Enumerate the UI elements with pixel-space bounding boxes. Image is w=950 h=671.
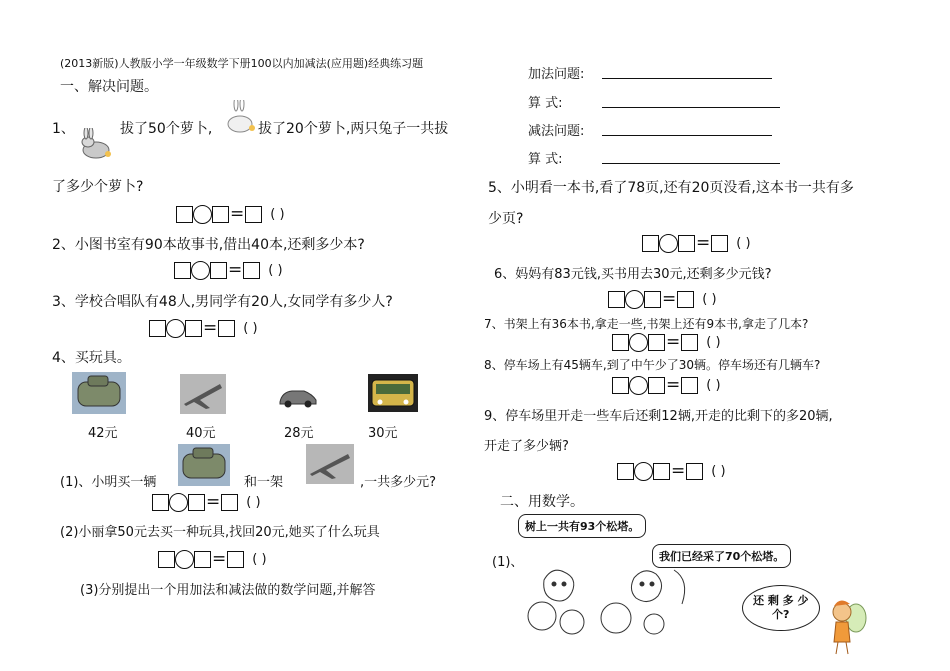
operator-circle[interactable] [629,333,648,352]
answer-box[interactable] [221,494,238,511]
addition-question-label: 加法问题: [528,67,585,82]
car-icon [278,386,318,408]
section-2-heading: 二、用数学。 [500,494,584,510]
addition-question-line[interactable] [602,78,772,79]
fairy-icon [820,596,870,656]
q4-sub1-text-b: 和一架 [244,475,284,490]
subtraction-question-line[interactable] [602,135,772,136]
operator-circle[interactable] [659,234,678,253]
rabbit-icon [78,128,114,160]
answer-box[interactable] [243,262,260,279]
price-bus: 30元 [368,426,398,441]
answer-box[interactable] [681,334,698,351]
answer-box[interactable] [194,551,211,568]
unit-paren[interactable]: ( ) [706,335,721,350]
q1-number: 1、 [52,121,75,137]
answer-box[interactable] [653,463,670,480]
q2-text: 2、小图书室有90本故事书,借出40本,还剩多少本? [52,237,365,253]
unit-paren[interactable]: ( ) [711,464,726,479]
q4-sub1-text-a: (1)、小明买一辆 [60,475,157,490]
price-tank: 42元 [88,426,118,441]
answer-box[interactable] [612,377,629,394]
bus-icon [368,374,418,412]
answer-box[interactable] [185,320,202,337]
q8-equation[interactable]: = ( ) [612,376,721,395]
fighter-jet-icon [306,444,354,484]
operator-circle[interactable] [175,550,194,569]
tank-icon [178,444,230,486]
answer-box[interactable] [227,551,244,568]
operator-circle[interactable] [629,376,648,395]
unit-paren[interactable]: ( ) [252,552,267,567]
q1-text-part3: 了多少个萝卜? [52,179,144,195]
part2-label: (1)、 [492,555,524,570]
answer-box[interactable] [174,262,191,279]
answer-box[interactable] [608,291,625,308]
q9-text-line1: 9、停车场里开走一些车后还剩12辆,开走的比剩下的多20辆, [484,409,833,424]
answer-box[interactable] [158,551,175,568]
operator-circle[interactable] [193,205,212,224]
answer-box[interactable] [176,206,193,223]
q1-text-part1: 拔了50个萝卜, [120,121,213,137]
operator-circle[interactable] [191,261,210,280]
unit-paren[interactable]: ( ) [243,321,258,336]
unit-paren[interactable]: ( ) [702,292,717,307]
speech-bubble-2: 我们已经采了70个松塔。 [652,544,791,568]
q3-text: 3、学校合唱队有48人,男同学有20人,女同学有多少人? [52,294,393,310]
price-car: 28元 [284,426,314,441]
unit-paren[interactable]: ( ) [268,263,283,278]
q4-title: 4、买玩具。 [52,350,131,366]
answer-box[interactable] [686,463,703,480]
answer-box[interactable] [648,334,665,351]
answer-box[interactable] [149,320,166,337]
unit-paren[interactable]: ( ) [706,378,721,393]
q4-sub2-text: (2)小丽拿50元去买一种玩具,找回20元,她买了什么玩具 [60,525,380,540]
q7-equation[interactable]: = ( ) [612,333,721,352]
q5-text-line2: 少页? [488,211,524,227]
answer-box[interactable] [245,206,262,223]
formula-label-1: 算 式: [528,96,563,111]
answer-box[interactable] [617,463,634,480]
q4-sub2-equation[interactable]: = ( ) [158,550,267,569]
q1-text-part2: 拔了20个萝卜,两只兔子一共拔 [258,121,449,137]
q4-sub1-text-c: ,一共多少元? [360,475,437,490]
q3-equation[interactable]: = ( ) [149,319,258,338]
q4-sub3-text: (3)分别提出一个用加法和减法做的数学问题,并解答 [80,583,376,598]
answer-box[interactable] [218,320,235,337]
answer-box[interactable] [612,334,629,351]
speech-bubble-3: 还 剩 多 少 个? [742,585,820,631]
tank-icon [72,372,126,414]
answer-box[interactable] [212,206,229,223]
formula-line-2[interactable] [602,163,780,164]
formula-label-2: 算 式: [528,152,563,167]
answer-box[interactable] [681,377,698,394]
price-jet: 40元 [186,426,216,441]
unit-paren[interactable]: ( ) [246,495,261,510]
operator-circle[interactable] [625,290,644,309]
q5-equation[interactable]: = ( ) [642,234,751,253]
q7-text: 7、书架上有36本书,拿走一些,书架上还有9本书,拿走了几本? [484,317,809,331]
answer-box[interactable] [648,377,665,394]
answer-box[interactable] [210,262,227,279]
answer-box[interactable] [152,494,169,511]
unit-paren[interactable]: ( ) [270,207,285,222]
q8-text: 8、停车场上有45辆车,到了中午少了30辆。停车场还有几辆车? [484,358,821,372]
fighter-jet-icon [180,374,226,414]
rabbit-icon [226,100,258,134]
q4-sub1-equation[interactable]: = ( ) [152,493,261,512]
formula-line-1[interactable] [602,107,780,108]
operator-circle[interactable] [169,493,188,512]
worksheet-title: (2013新版)人教版小学一年级数学下册100以内加减法(应用题)经典练习题 [60,57,424,70]
q6-text: 6、妈妈有83元钱,买书用去30元,还剩多少元钱? [494,267,772,282]
answer-box[interactable] [188,494,205,511]
q9-text-line2: 开走了多少辆? [484,439,569,454]
subtraction-question-label: 减法问题: [528,124,585,139]
unit-paren[interactable]: ( ) [736,236,751,251]
q9-equation[interactable]: = ( ) [617,462,726,481]
operator-circle[interactable] [166,319,185,338]
q2-equation[interactable]: = ( ) [174,261,283,280]
q1-equation[interactable]: = ( ) [176,205,285,224]
operator-circle[interactable] [634,462,653,481]
q5-text-line1: 5、小明看一本书,看了78页,还有20页没看,这本书一共有多 [488,180,854,196]
section-1-heading: 一、解决问题。 [60,79,158,95]
answer-box[interactable] [711,235,728,252]
answer-box[interactable] [642,235,659,252]
answer-box[interactable] [678,235,695,252]
speech-bubble-1: 树上一共有93个松塔。 [518,514,646,538]
answer-box[interactable] [644,291,661,308]
answer-box[interactable] [677,291,694,308]
q6-equation[interactable]: = ( ) [608,290,717,309]
squirrel-icon [524,560,694,636]
